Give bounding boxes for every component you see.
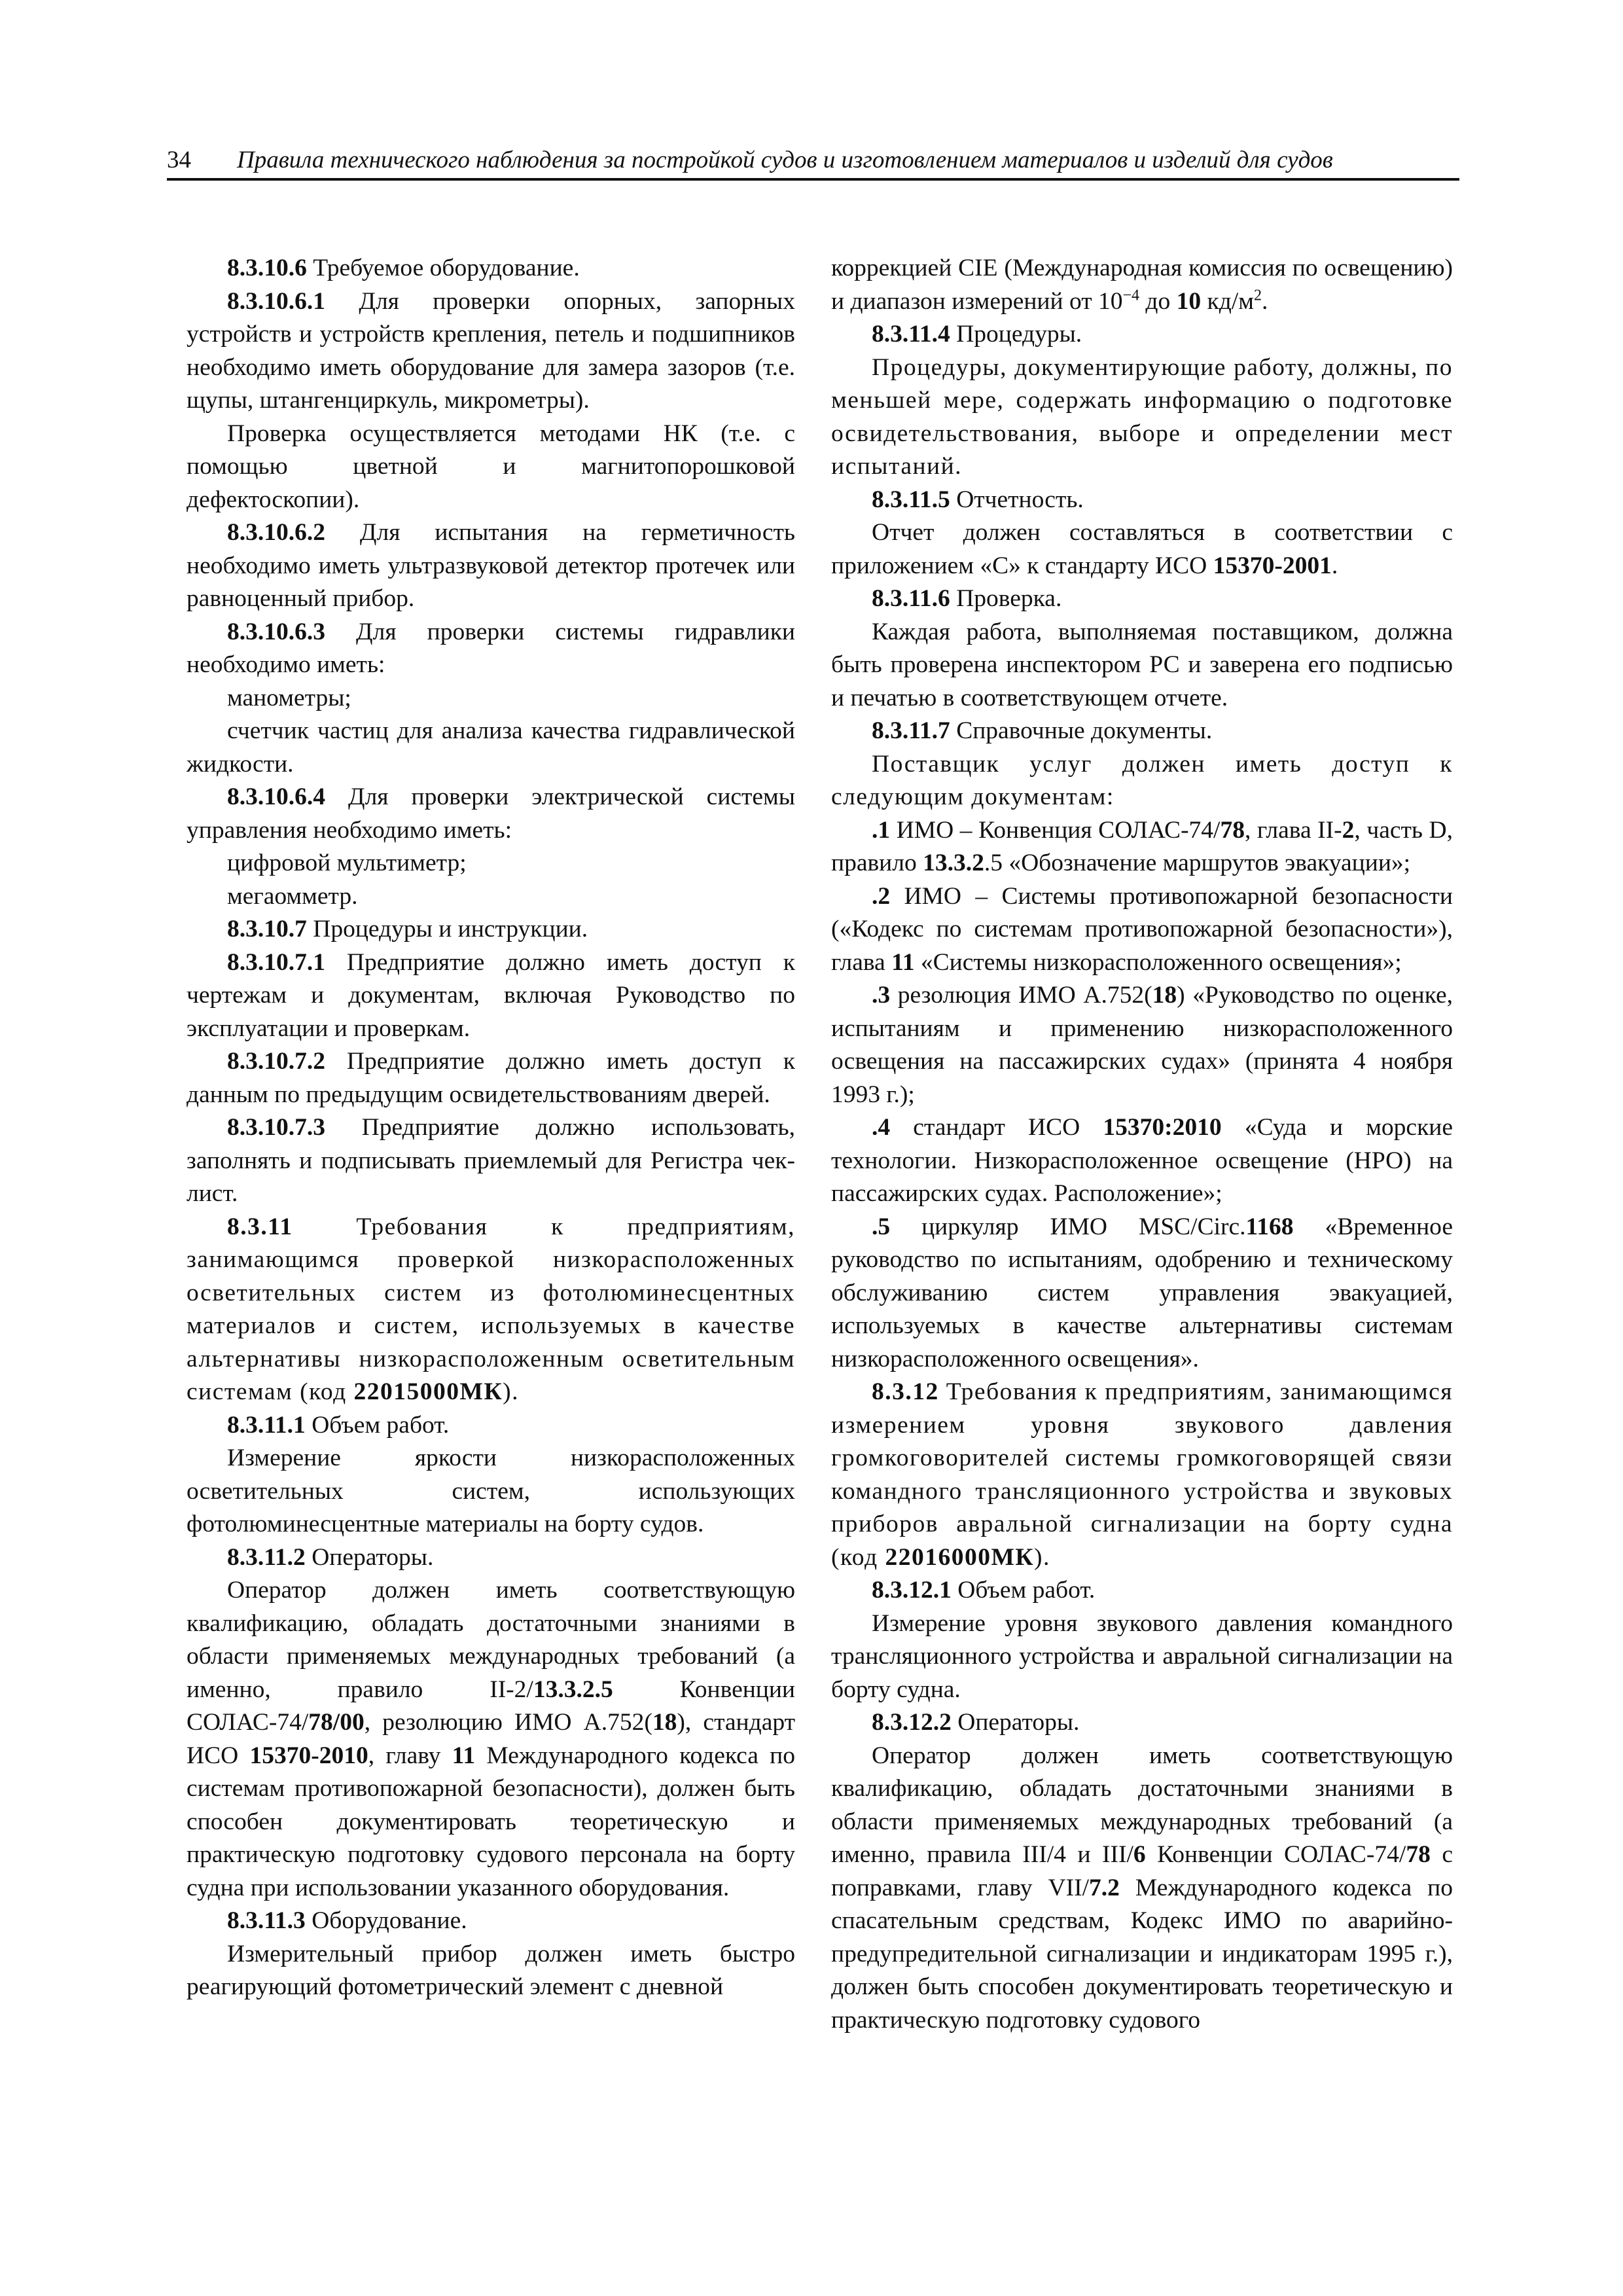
bold-ref: 7.2 [1089,1874,1120,1901]
paragraph-text: Для проверки системы гидравлики необходимо иметь: [187,618,795,678]
paragraph-continuation [831,252,1453,318]
list-item [831,814,1453,880]
paragraph-text: ) «Руководство по оценке, испытаниям и применению низкорасположенного освещения на пассажирских судах» (принята 4 ноября 1993 г.); [831,982,1454,1108]
paragraph-text: Для испытания на герметичность необходимо иметь ультразвуковой детектор протечек или равноценный прибор. [187,519,795,612]
paragraph-text: , глава II- [1244,816,1342,844]
paragraph [187,1409,795,1443]
paragraph: Процедуры, документирующие работу, должны, по меньшей мере, содержать информацию о подготовке освидетельствования, выборе и определении мест испытаний. [831,353,1453,480]
paragraph-text: , резолюцию ИМО А.752( [364,1709,652,1736]
paragraph-text: Предприятие должно использовать, заполнять и подписывать приемлемый для Регистра чек-лист. [187,1114,795,1207]
bold-ref: 13.3.2.5 [533,1676,613,1703]
paragraph [831,1706,1453,1740]
paragraph-text: Процедуры. [950,321,1082,348]
list-number: .5 [872,1213,891,1240]
paragraph-text: Требования к предприятиям, занимающимся измерением уровня звукового давления громкоговорителей системы громкоговорящей связи командного трансляционного устройства и звуковых приборов авральной сигнализации на борту судна (код [831,1378,1453,1571]
bold-ref: 18 [1152,982,1177,1009]
paragraph-text: «Суда и морские технологии. Низкорасположенное освещение (НРО) на пассажирских судах. Расположение»; [831,1114,1453,1207]
paragraph-text: Для проверки опорных, запорных устройств и устройств крепления, петель и подшипников необходимо иметь оборудование для замера зазоров (т.е. щупы, штангенциркуль, микрометры). [187,287,795,414]
paragraph [187,781,795,847]
clause-number: 8.3.11.5 [872,486,950,513]
paragraph-text: Предприятие должно иметь доступ к данным по предыдущим освидетельствованиям дверей. [187,1048,795,1108]
bold-ref: 1168 [1245,1213,1294,1240]
bold-ref: 18 [652,1709,677,1736]
paragraph-text: ИМО – Конвенция СОЛАС-74/ [890,816,1221,844]
list-item: цифровой мультиметр; [227,850,467,876]
paragraph-text: Оборудование. [305,1907,467,1934]
paragraph-text: , главу [368,1742,452,1769]
paragraph [187,1111,795,1211]
paragraph-text: Требуемое оборудование. [306,255,580,281]
paragraph-text: Проверка. [950,585,1062,612]
bold-ref: 78 [1220,816,1245,844]
paragraph: Поставщик услуг должен иметь доступ к следующим документам: [831,750,1453,810]
paragraph [831,516,1453,583]
list-number: .1 [872,816,891,844]
paragraph-text: ИМО – Системы противопожарной безопасности («Кодекс по системам противопожарной безопасности»), глава [831,882,1453,976]
right-column [831,252,1453,2037]
paragraph [187,946,795,1046]
list-item [831,1211,1453,1376]
bold-ref: 78 [1406,1841,1431,1868]
clause-number: 8.3.11.4 [872,321,950,348]
paragraph [831,1740,1453,2037]
paragraph-text: ). [1034,1543,1050,1571]
paragraph-text: Операторы. [951,1709,1080,1736]
paragraph-text: резолюция ИМО А.752( [890,982,1152,1009]
bold-ref: 11 [452,1742,476,1769]
paragraph-text: Конвенции СОЛАС-74/ [1145,1841,1406,1868]
paragraph-text: Справочные документы. [950,717,1213,744]
bold-ref: 11 [891,948,915,976]
paragraph-text: Предприятие должно иметь доступ к чертежам и документам, включая Руководство по эксплуатации и проверкам. [187,948,795,1042]
code: 22015000МК [353,1378,503,1405]
clause-number: 8.3.10.7.3 [227,1114,325,1141]
paragraph [831,583,1453,616]
paragraph-text: «Временное руководство по испытаниям, одобрению и техническому обслуживанию систем управления эвакуацией, используемых в качестве альтернативы системам низкорасположенного освещения». [831,1213,1453,1372]
paragraph-text: Требования к предприятиям, занимающимся проверкой низкорасположенных осветительных систем из фотолюминесцентных материалов и систем, используемых в качестве альтернативы низкорасположенным осветительным системам (код [187,1213,795,1405]
paragraph: Проверка осуществляется методами НК (т.е. с помощью цветной и магнитопорошковой дефектоскопии). [187,420,795,513]
list-item [831,979,1453,1111]
paragraph [187,516,795,616]
clause-number: 8.3.10.6.4 [227,783,325,810]
bold-ref: 15370-2010 [249,1742,368,1769]
running-title: Правила технического наблюдения за постройкой судов и изготовлением материалов и изделий для судов [237,147,1333,173]
paragraph [187,1541,795,1575]
paragraph-text: Отчет должен составляться в соответствии с приложением «С» к стандарту ИСО [831,519,1453,579]
paragraph-text: Объем работ. [951,1577,1096,1604]
clause-number: 8.3.10.7 [227,916,307,942]
paragraph-text: циркуляр ИМО MSC/Circ. [890,1213,1246,1240]
section-heading-paragraph [831,1376,1453,1574]
clause-number: 8.3.10.6.2 [227,519,325,546]
paragraph [187,285,795,418]
clause-number: 8.3.11.6 [872,585,950,612]
paragraph-text: ). [503,1378,520,1405]
clause-number: 8.3.10.7.1 [227,948,325,976]
paragraph-text: «Системы низкорасположенного освещения»; [914,948,1402,976]
paragraph-text: .5 «Обозначение маршрутов эвакуации»; [984,850,1411,876]
bold-ref: 6 [1133,1841,1146,1868]
paragraph-text: Конвенции СОЛАС-74/ [187,1676,795,1736]
paragraph [831,318,1453,351]
paragraph [187,913,795,946]
clause-number: 8.3.10.6 [227,255,307,281]
page-number: 34 [167,147,191,173]
paragraph-text: Международного кодекса по спасательным средствам, Кодекс ИМО по аварийно-предупредительной сигнализации и индикаторам 1995 г.), должен быть способен документировать теоретическую и практическую подготовку судового [831,1874,1453,2034]
clause-number: 8.3.11.2 [227,1543,306,1571]
paragraph: Измерение яркости низкорасположенных осветительных систем, использующих фотолюминесцентные материалы на борту судов. [187,1444,795,1537]
clause-number: 8.3.10.7.2 [227,1048,325,1075]
paragraph-text: , часть D, правило [831,816,1453,876]
list-number: .3 [872,982,891,1009]
clause-number: 8.3.11.1 [227,1411,306,1439]
bold-ref: 15370:2010 [1103,1114,1222,1141]
section-heading-paragraph [187,1211,795,1409]
paragraph [187,1574,795,1905]
paragraph [187,1045,795,1111]
paragraph-text: Оператор должен иметь соответствующую квалификацию, обладать достаточными знаниями в области применяемых международных требований (а именно, правило II-2/ [187,1577,795,1703]
list-item [831,1111,1453,1211]
paragraph-text: Операторы. [305,1543,434,1571]
paragraph-text: Оператор должен иметь соответствующую квалификацию, обладать достаточными знаниями в области применяемых международных требований (а именно, правила III/4 и III/ [831,1742,1453,1868]
paragraph [187,252,795,285]
list-number: .2 [872,882,891,910]
bold-ref: 15370-2001 [1213,552,1332,579]
left-column [187,252,795,2004]
superscript: 2 [1253,287,1262,304]
clause-number: 8.3.12 [872,1378,939,1405]
list-number: .4 [872,1114,891,1141]
bold-ref: 78/00 [308,1709,365,1736]
list-item: манометры; [227,684,351,711]
clause-number: 8.3.10.6.3 [227,618,325,645]
paragraph-text: до [1139,287,1177,315]
paragraph-text: стандарт ИСО [890,1114,1103,1141]
paragraph: Измерение уровня звукового давления командного трансляционного устройства и авральной сигнализации на борту судна. [831,1609,1453,1703]
clause-number: 8.3.12.1 [872,1577,952,1604]
bold-ref: 10 [1176,287,1202,315]
list-item: мегаомметр. [227,882,358,910]
paragraph-text: . [1331,552,1338,579]
clause-number: 8.3.11.3 [227,1907,306,1934]
paragraph-text: Отчетность. [950,486,1084,513]
running-header [167,145,1459,181]
paragraph-text: . [1261,287,1268,315]
paragraph-text: ), стандарт ИСО [187,1709,795,1769]
paragraph-text: Международного кодекса по системам противопожарной безопасности), должен быть способен документировать теоретическую и практическую подготовку судового персонала на борту судна при использовании указанного оборудования. [187,1742,795,1901]
clause-number: 8.3.11.7 [872,717,950,744]
list-item: счетчик частиц для анализа качества гидравлической жидкости. [187,717,795,778]
paragraph [831,1574,1453,1607]
paragraph: Измерительный прибор должен иметь быстро реагирующий фотометрический элемент с дневной [187,1940,795,2000]
code: 22016000МК [885,1543,1035,1571]
bold-ref: 2 [1342,816,1355,844]
superscript: −4 [1122,287,1140,304]
paragraph: Каждая работа, выполняемая поставщиком, должна быть проверена инспектором РС и заверена его подписью и печатью в соответствующем отчете. [831,618,1453,711]
paragraph [831,484,1453,517]
clause-number: 8.3.12.2 [872,1709,952,1736]
clause-number: 8.3.11 [227,1213,293,1240]
bold-ref: 13.3.2 [923,850,984,876]
paragraph-text: с поправками, главу VII/ [831,1841,1453,1901]
paragraph-text: коррекцией CIE (Международная комиссия по освещению) и диапазон измерений от 10 [831,255,1453,315]
paragraph [187,616,795,682]
paragraph [831,715,1453,748]
clause-number: 8.3.10.6.1 [227,287,325,315]
paragraph-text: Для проверки электрической системы управления необходимо иметь: [187,783,795,844]
paragraph-text: Объем работ. [305,1411,450,1439]
list-item [831,880,1453,980]
paragraph-text: кд/м [1201,287,1254,315]
paragraph [187,1905,795,1938]
paragraph-text: Процедуры и инструкции. [306,916,588,942]
